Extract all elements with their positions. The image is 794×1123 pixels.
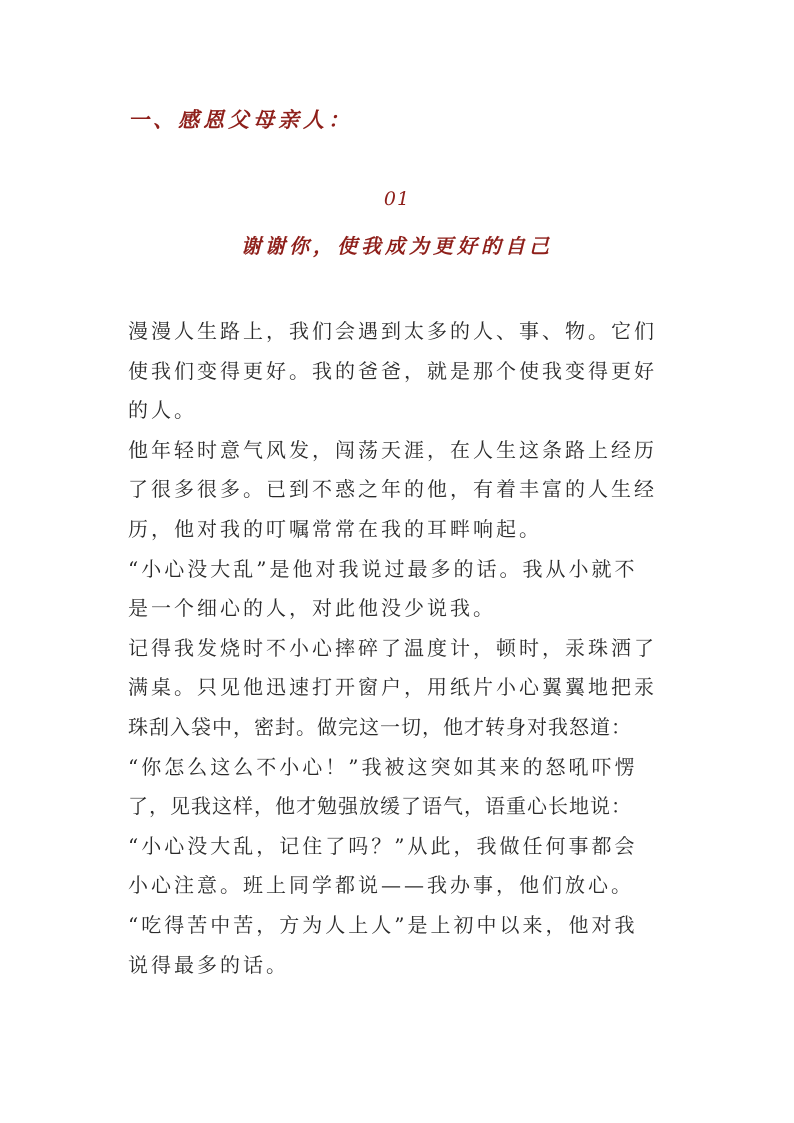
body-line: 了很多很多。已到不惑之年的他，有着丰富的人生经 [128, 477, 657, 502]
section-heading: 一、感恩父母亲人： [128, 107, 353, 132]
body-line: 漫漫人生路上，我们会遇到太多的人、事、物。它们 [128, 319, 657, 343]
body-line: 历，他对我的叮嘱常常在我的耳畔响起。 [128, 516, 542, 541]
body-line: 记得我发烧时不小心摔碎了温度计，顿时，汞珠洒了 [128, 635, 657, 660]
body-line: 满桌。只见他迅速打开窗户，用纸片小心翼翼地把汞 [128, 675, 657, 700]
body-line: 是一个细心的人，对此他没少说我。 [128, 596, 496, 621]
body-line: “你怎么这么不小心！”我被这突如其来的怒吼吓愣 [128, 754, 638, 779]
body-line: 使我们变得更好。我的爸爸，就是那个使我变得更好 [128, 358, 657, 383]
body-line: 小心注意。班上同学都说——我办事，他们放心。 [128, 873, 634, 898]
body-line: 说得最多的话。 [128, 952, 289, 977]
body-line: “小心没大乱，记住了吗？”从此，我做任何事都会 [128, 833, 638, 858]
body-line: 的人。 [128, 398, 197, 423]
article-title: 谢谢你，使我成为更好的自己 [241, 234, 553, 258]
body-line: 珠刮入袋中，密封。做完这一切，他才转身对我怒道： [128, 714, 632, 739]
body-line: “吃得苦中苦，方为人上人”是上初中以来，他对我 [128, 912, 638, 937]
article-number: 01 [383, 188, 411, 210]
body-line: 了，见我这样，他才勉强放缓了语气，语重心长地说： [128, 794, 632, 819]
body-line: 他年轻时意气风发，闯荡天涯，在人生这条路上经历 [128, 437, 657, 462]
body-line: “小心没大乱”是他对我说过最多的话。我从小就不 [128, 556, 638, 581]
article-body [128, 312, 688, 985]
